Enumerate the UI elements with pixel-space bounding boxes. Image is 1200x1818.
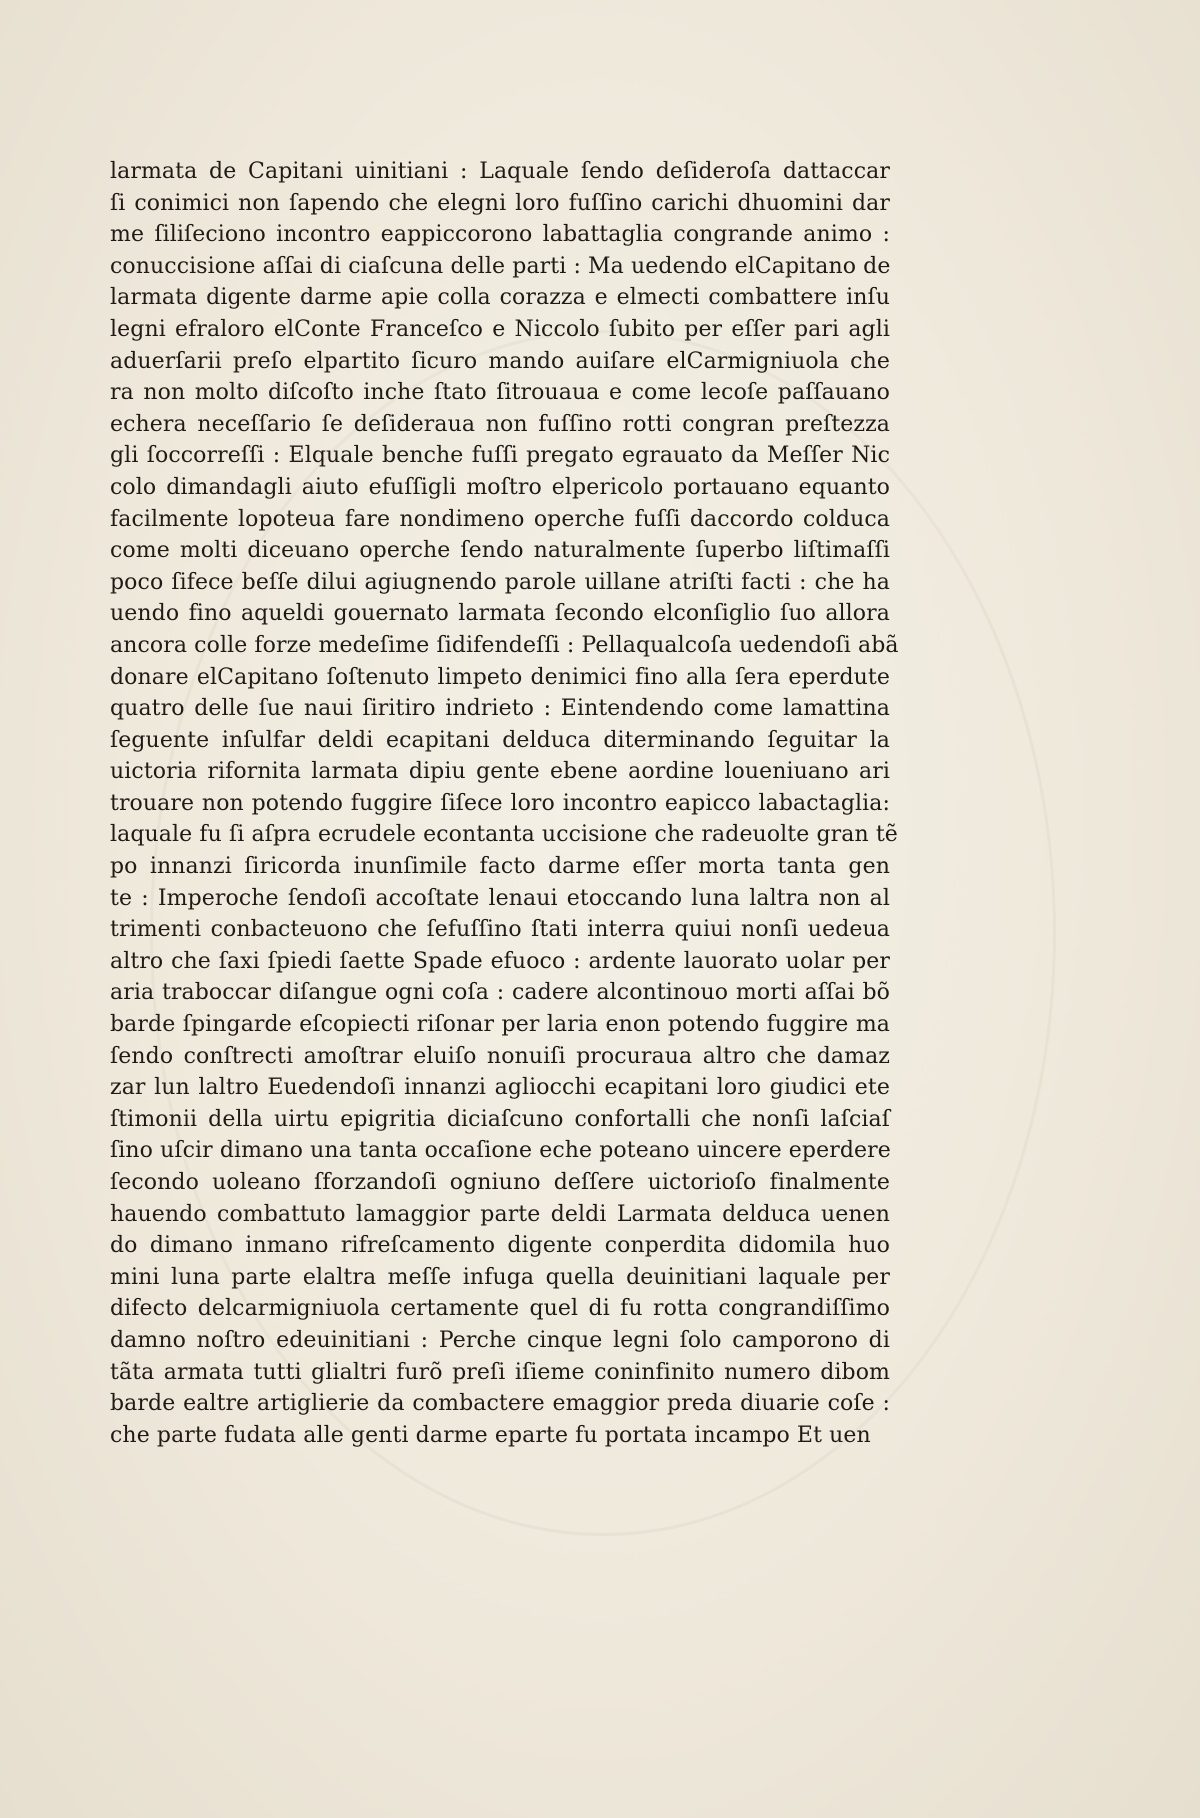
text-line: poco ſifece beſſe dilui agiugnendo parole uillane atriſti facti : che ha [110, 569, 890, 595]
text-line: barde ſpingarde eſcopiecti riſonar per laria enon potendo fuggire ma [110, 1012, 890, 1038]
text-line: facilmente lopoteua fare nondimeno operche fuſſi daccordo colduca [110, 506, 890, 532]
text-line: echera neceſſario ſe deſideraua non fuſſino rotti congran preſtezza [110, 411, 890, 437]
text-line: te : Imperoche ſendoſi accoſtate lenaui etoccando luna laltra non al [110, 885, 890, 911]
text-line: aduerſarii preſo elpartito ſicuro mando auiſare elCarmigniuola che [110, 348, 890, 374]
text-line: quatro delle ſue naui ſiritiro indrieto : Eintendendo come lamattina [110, 696, 890, 722]
text-line: larmata digente darme apie colla corazza e elmecti combattere inſu [110, 285, 890, 311]
text-line: ancora colle forze medeſime ſidifendeſſi : Pellaqualcoſa uedendoſi abã [110, 632, 899, 658]
printed-text-block [110, 156, 899, 1451]
text-line: po innanzi ſiricorda inunſimile facto darme eſſer morta tanta gen [110, 854, 890, 880]
text-line: do dimano inmano rifreſcamento digente conperdita didomila huo [110, 1233, 890, 1259]
text-line: colo dimandagli aiuto efuſſigli moſtro elpericolo portauano equanto [110, 474, 890, 500]
text-line: zar lun laltro Euedendoſi innanzi agliocchi ecapitani loro giudici ete [110, 1075, 890, 1101]
text-line: gli ſoccorreſſi : Elquale benche fuſſi pregato egrauato da Meſſer Nic [110, 443, 890, 469]
text-line: ra non molto diſcoſto inche ſtato ſitrouaua e come lecoſe paſſauano [110, 380, 890, 406]
text-line: ſendo conſtrecti amoſtrar eluiſo nonuiſi procuraua altro che damaz [110, 1043, 890, 1069]
text-line: damno noſtro edeuinitiani : Perche cinque legni ſolo camporono di [110, 1327, 890, 1353]
text-line: uendo fino aqueldi gouernato larmata ſecondo elconſiglio ſuo allora [110, 601, 890, 627]
text-line: barde ealtre artiglierie da combactere emaggior preda diuarie coſe : [110, 1391, 890, 1417]
text-line: larmata de Capitani uinitiani : Laquale ſendo deſideroſa dattaccar [110, 159, 890, 184]
text-line: legni efraloro elConte Franceſco e Niccolo ſubito per eſſer pari agli [110, 316, 890, 342]
text-line: aria traboccar diſangue ogni coſa : cadere alcontinouo morti aſſai bõ [110, 980, 890, 1006]
text-line: laquale fu ſi aſpra ecrudele econtanta uccisione che radeuolte gran tẽ [110, 822, 898, 848]
text-line: ſino uſcir dimano una tanta occaſione eche poteano uincere eperdere [110, 1138, 891, 1164]
text-line: mini luna parte elaltra meſſe infuga quella deuinitiani laquale per [110, 1264, 890, 1290]
text-line: trimenti conbacteuono che ſefuſſino ſtati interra quiui nonſi uedeua [110, 917, 890, 943]
text-line: me ſiliſeciono incontro eappiccorono labattaglia congrande animo : [110, 222, 890, 248]
text-line: che parte fudata alle genti darme eparte fu portata incampo Et uen [110, 1422, 871, 1448]
text-line: ſi conimici non ſapendo che elegni loro fuſſino carichi dhuomini dar [110, 190, 890, 216]
text-line: ſecondo uoleano ſforzandoſi ogniuno deſſere uictorioſo finalmente [110, 1170, 890, 1195]
text-line: difecto delcarmigniuola certamente quel di fu rotta congrandiſſimo [110, 1296, 890, 1322]
text-line: ſeguente inſulfar deldi ecapitani delduca diterminando ſeguitar la [110, 727, 890, 753]
text-line: uictoria rifornita larmata dipiu gente ebene aordine loueniuano ari [110, 759, 890, 785]
text-line: tãta armata tutti glialtri furõ preſi iſieme coninfinito numero dibom [110, 1359, 890, 1385]
text-line: hauendo combattuto lamaggior parte deldi Larmata delduca uenen [110, 1201, 890, 1227]
text-line: altro che ſaxi ſpiedi ſaette Spade efuoco : ardente lauorato uolar per [110, 948, 890, 974]
text-line: donare elCapitano ſoſtenuto limpeto denimici fino alla ſera eperdute [110, 664, 890, 690]
text-line: ſtimonii della uirtu epigritia diciaſcuno confortalli che nonſi laſciaſ [110, 1106, 890, 1132]
text-line: trouare non potendo fuggire ſiſece loro incontro eapicco labactaglia: [110, 790, 890, 816]
text-line: come molti diceuano operche ſendo naturalmente ſuperbo liſtimaſſi [110, 538, 890, 564]
text-line: conuccisione aſſai di ciaſcuna delle parti : Ma uedendo elCapitano de [110, 253, 891, 279]
